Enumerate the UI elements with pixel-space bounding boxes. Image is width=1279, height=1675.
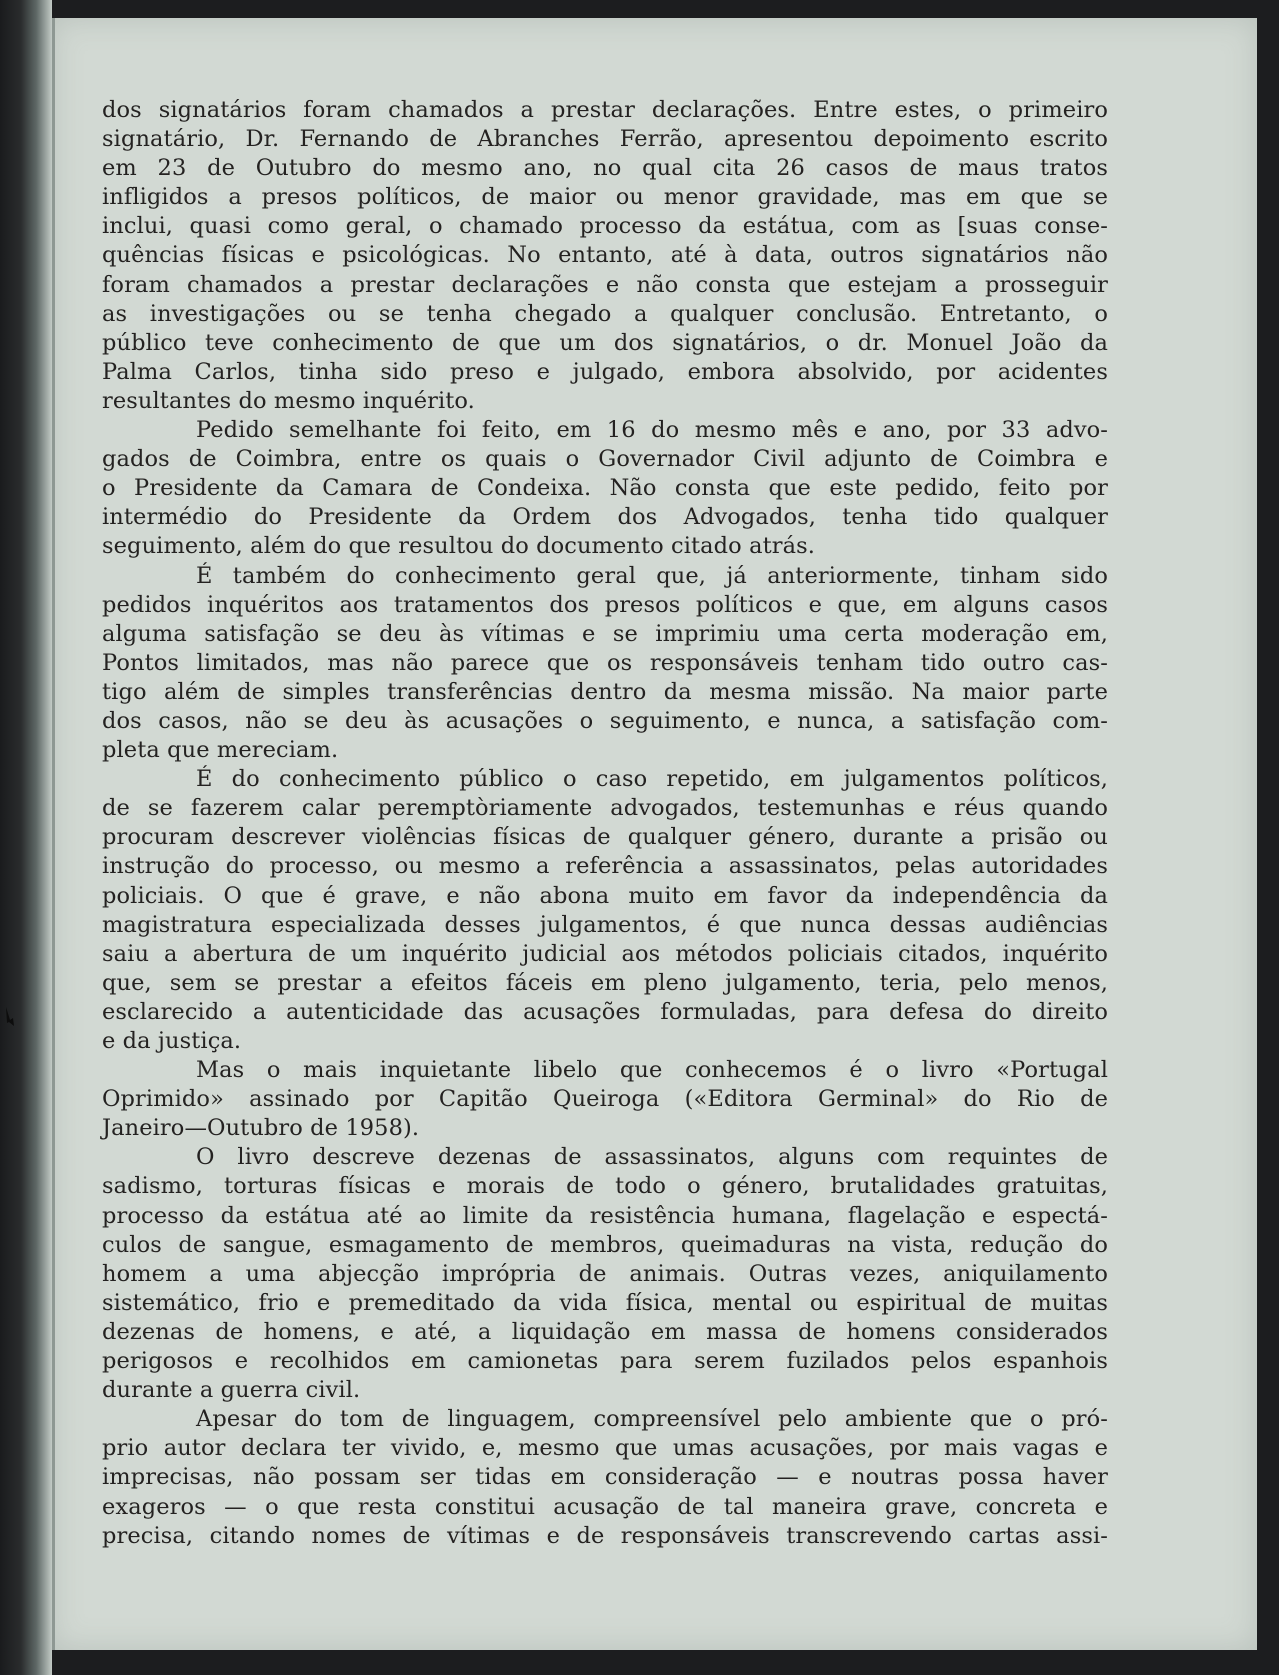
text-line: de se fazerem calar peremptòriamente advogados, testemunhas e réus quando (102, 795, 1108, 822)
text-line: signatário, Dr. Fernando de Abranches Ferrão, apresentou depoimento escrito (102, 126, 1108, 153)
document-body (102, 96, 1108, 1551)
text-line: Palma Carlos, tinha sido preso e julgado, embora absolvido, por acidentes (102, 358, 1108, 385)
text-line: sadismo, torturas físicas e morais de todo o género, brutalidades gratuitas, (102, 1173, 1108, 1200)
text-line: tigo além de simples transferências dentro da mesma missão. Na maior parte (102, 678, 1108, 705)
text-line: alguma satisfação se deu às vítimas e se imprimiu uma certa moderação em, (102, 620, 1108, 647)
text-line: foram chamados a prestar declarações e não consta que estejam a prosseguir (102, 271, 1108, 298)
text-line: resultantes do mesmo inquérito. (102, 387, 475, 414)
text-line: exageros — o que resta constitui acusação de tal maneira grave, concreta e (102, 1493, 1108, 1520)
text-line: precisa, citando nomes de vítimas e de responsáveis transcrevendo cartas assi- (102, 1522, 1108, 1549)
text-line: em 23 de Outubro do mesmo ano, no qual cita 26 casos de maus tratos (102, 155, 1108, 182)
text-line: perigosos e recolhidos em camionetas para serem fuzilados pelos espanhois (102, 1348, 1108, 1375)
text-line: pedidos inquéritos aos tratamentos dos presos políticos e que, em alguns casos (102, 591, 1108, 618)
text-line: Pontos limitados, mas não parece que os responsáveis tenham tido outro cas- (102, 649, 1108, 676)
text-line: seguimento, além do que resultou do documento citado atrás. (102, 533, 816, 560)
text-line: O livro descreve dezenas de assassinatos, alguns com requintes de (196, 1144, 1108, 1171)
text-line: procuram descrever violências físicas de qualquer género, durante a prisão ou (102, 824, 1108, 851)
text-line: quências físicas e psicológicas. No entanto, até à data, outros signatários não (102, 242, 1108, 269)
text-line: público teve conhecimento de que um dos signatários, o dr. Monuel João da (102, 329, 1108, 356)
text-line: Oprimido» assinado por Capitão Queiroga («Editora Germinal» do Rio de (102, 1086, 1108, 1113)
margin-arrow-mark (4, 1006, 16, 1028)
text-line: dos casos, não se deu às acusações o seguimento, e nunca, a satisfação com- (102, 707, 1108, 734)
text-line: infligidos a presos políticos, de maior ou menor gravidade, mas em que se (102, 184, 1108, 211)
page-edge-line (52, 18, 55, 1650)
text-line: pleta que mereciam. (102, 737, 339, 764)
text-line: prio autor declara ter vivido, e, mesmo que umas acusações, por mais vagas e (102, 1435, 1108, 1462)
text-line: saiu a abertura de um inquérito judicial aos métodos policiais citados, inquérito (102, 940, 1108, 967)
text-line: o Presidente da Camara de Condeixa. Não consta que este pedido, feito por (102, 475, 1108, 502)
text-line: policiais. O que é grave, e não abona muito em favor da independência da (102, 882, 1108, 909)
text-line: Mas o mais inquietante libelo que conhecemos é o livro «Portugal (196, 1057, 1108, 1084)
text-line: intermédio do Presidente da Ordem dos Advogados, tenha tido qualquer (102, 504, 1108, 531)
text-line: magistratura especializada desses julgamentos, é que nunca dessas audiências (102, 911, 1108, 938)
text-line: que, sem se prestar a efeitos fáceis em pleno julgamento, teria, pelo menos, (102, 969, 1108, 996)
text-line: imprecisas, não possam ser tidas em consideração — e noutras possa haver (102, 1464, 1108, 1491)
text-line: esclarecido a autenticidade das acusações formuladas, para defesa do direito (102, 998, 1108, 1025)
text-line: dezenas de homens, e até, a liquidação em massa de homens considerados (102, 1318, 1108, 1345)
binding-edge (0, 0, 52, 1675)
text-line: Apesar do tom de linguagem, compreensível pelo ambiente que o pró- (196, 1406, 1108, 1433)
text-line: durante a guerra civil. (102, 1377, 361, 1404)
text-line: as investigações ou se tenha chegado a qualquer conclusão. Entretanto, o (102, 300, 1108, 327)
text-line: inclui, quasi como geral, o chamado processo da estátua, com as [suas conse- (102, 213, 1108, 240)
text-line: instrução do processo, ou mesmo a referência a assassinatos, pelas autoridades (102, 853, 1108, 880)
text-line: processo da estátua até ao limite da resistência humana, flagelação e espectá- (102, 1202, 1108, 1229)
text-line: culos de sangue, esmagamento de membros, queimaduras na vista, redução do (102, 1231, 1108, 1258)
text-line: dos signatários foram chamados a prestar declarações. Entre estes, o primeiro (102, 97, 1108, 123)
text-line: Janeiro—Outubro de 1958). (102, 1115, 420, 1142)
text-line: É também do conhecimento geral que, já anteriormente, tinham sido (196, 562, 1108, 589)
text-line: É do conhecimento público o caso repetido, em julgamentos políticos, (196, 766, 1108, 793)
text-line: sistemático, frio e premeditado da vida física, mental ou espiritual de muitas (102, 1289, 1108, 1316)
text-line: Pedido semelhante foi feito, em 16 do mesmo mês e ano, por 33 advo- (196, 417, 1108, 444)
text-line: homem a uma abjecção imprópria de animais. Outras vezes, aniquilamento (102, 1260, 1108, 1287)
text-line: gados de Coimbra, entre os quais o Governador Civil adjunto de Coimbra e (102, 446, 1108, 473)
text-line: e da justiça. (102, 1028, 242, 1054)
